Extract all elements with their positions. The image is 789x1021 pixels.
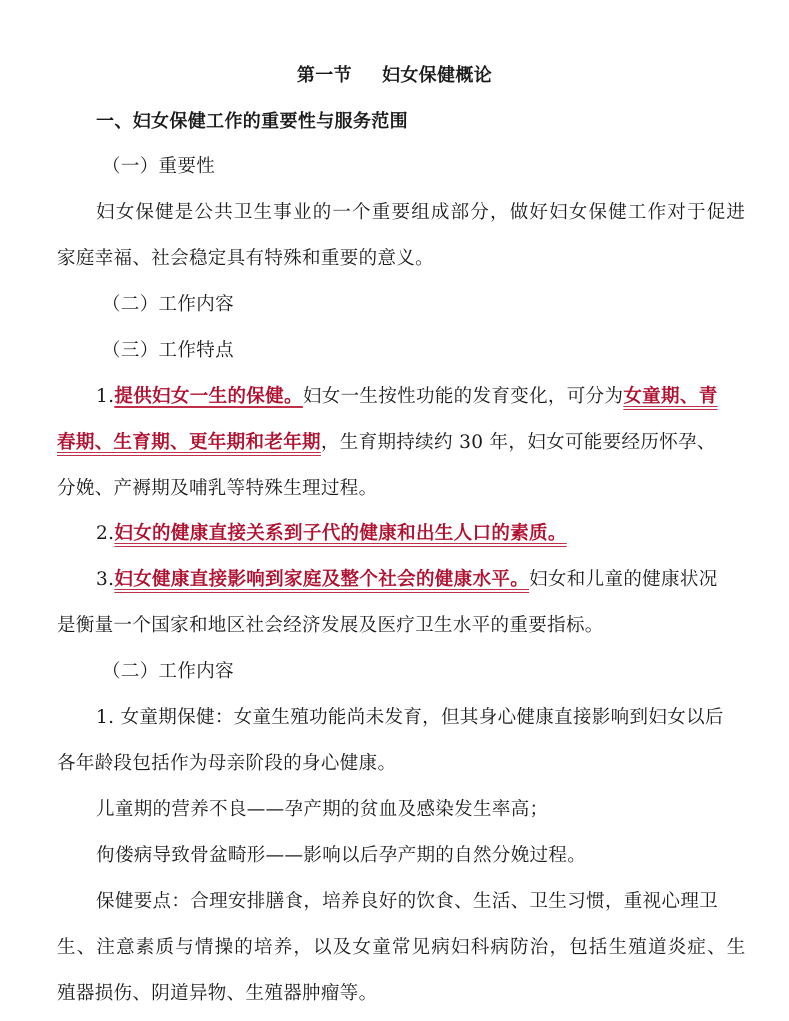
page-title (0, 64, 789, 88)
highlight-life-stages-cont: 春期、生育期、更年期和老年期 (57, 432, 321, 453)
section-heading: 一、妇女保健工作的重要性与服务范围 (96, 111, 408, 132)
item-number: 1. (96, 386, 115, 407)
key-points-line-3: 殖器损伤、阴道异物、生殖器肿瘤等。 (57, 983, 378, 1004)
highlight-offspring-health: 妇女的健康直接关系到子代的健康和出生人口的素质。 (114, 523, 567, 544)
item-text: 妇女和儿童的健康状况 (529, 569, 718, 590)
feature-item-3-line-1 (96, 568, 718, 592)
title-section-number: 第一节 (296, 65, 352, 86)
title-text: 妇女保健概论 (381, 65, 493, 86)
highlight-life-stages: 女童期、青 (623, 386, 718, 407)
item-text: ，生育期持续约 30 年，妇女可能要经历怀孕、 (320, 432, 716, 453)
feature-item-1-line-3: 分娩、产褥期及哺乳等特殊生理过程。 (57, 478, 378, 499)
subheading-work-content: （二）工作内容 (102, 294, 234, 315)
highlight-society-health: 妇女健康直接影响到家庭及整个社会的健康水平。 (114, 569, 530, 590)
malnutrition-note: 儿童期的营养不良——孕产期的贫血及感染发生率高； (96, 799, 549, 820)
subheading-work-content-2: （二）工作内容 (102, 661, 234, 682)
subheading-importance: （一）重要性 (102, 156, 216, 177)
feature-item-3-line-2: 是衡量一个国家和地区社会经济发展及医疗卫生水平的重要指标。 (57, 615, 604, 636)
item-number: 2. (96, 523, 115, 544)
key-points-line-2: 生、注意素质与情操的培养，以及女童常见病妇科病防治，包括生殖道炎症、生 (57, 937, 747, 958)
feature-item-1-line-1 (96, 385, 718, 409)
item-number: 3. (96, 569, 115, 590)
highlight-lifetime-care: 提供妇女一生的保健。 (114, 386, 303, 407)
girlhood-care-line-1: 1. 女童期保健：女童生殖功能尚未发育，但其身心健康直接影响到妇女以后 (96, 707, 724, 728)
item-text: 妇女一生按性功能的发育变化，可分为 (302, 386, 624, 407)
feature-item-2 (96, 522, 567, 546)
subheading-work-features: （三）工作特点 (102, 340, 234, 361)
rickets-note: 佝偻病导致骨盆畸形——影响以后孕产期的自然分娩过程。 (96, 845, 587, 866)
importance-paragraph-line-1: 妇女保健是公共卫生事业的一个重要组成部分，做好妇女保健工作对于促进 (96, 202, 747, 223)
girlhood-care-line-2: 各年龄段包括作为母亲阶段的身心健康。 (57, 753, 397, 774)
feature-item-1-line-2 (57, 431, 716, 455)
key-points-line-1: 保健要点：合理安排膳食，培养良好的饮食、生活、卫生习惯，重视心理卫 (96, 891, 719, 912)
importance-paragraph-line-2: 家庭幸福、社会稳定具有特殊和重要的意义。 (57, 248, 435, 269)
